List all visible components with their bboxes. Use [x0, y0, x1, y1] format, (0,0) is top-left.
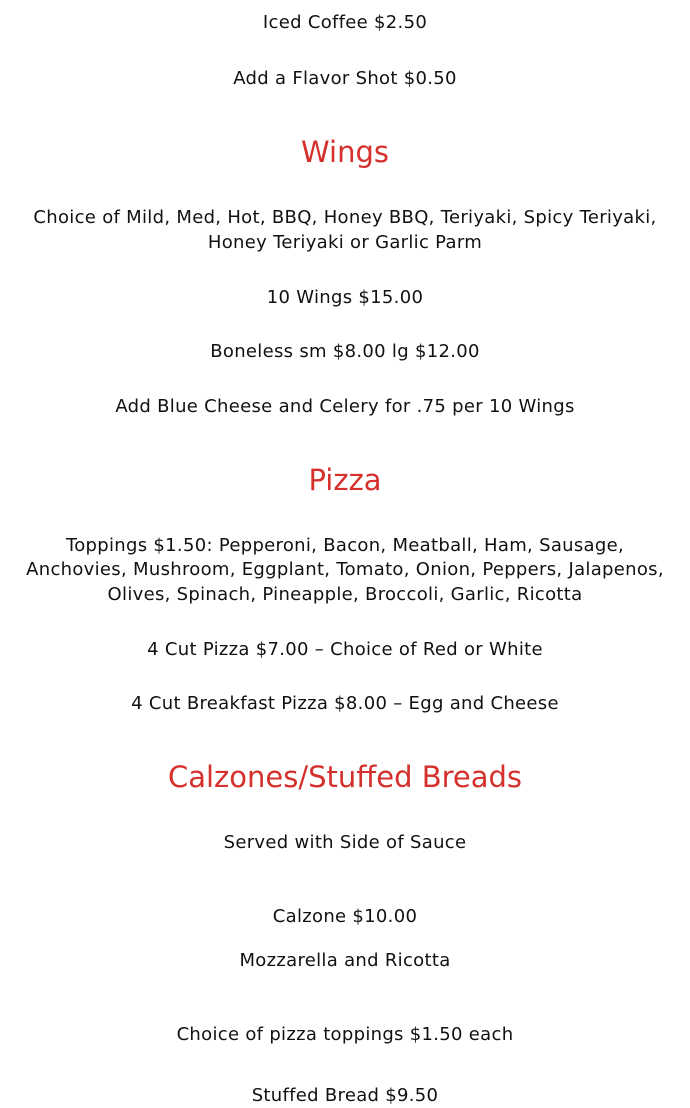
blue-cheese-note: Add Blue Cheese and Celery for .75 per 10 Wings: [115, 396, 575, 417]
calzone-toppings-note: Choice of pizza toppings $1.50 each: [176, 1024, 514, 1045]
pizza-toppings-line-2: Anchovies, Mushroom, Eggplant, Tomato, Onion, Peppers, Jalapenos,: [26, 559, 664, 580]
calzones-heading: Calzones/Stuffed Breads: [167, 760, 523, 794]
iced-coffee-item: Iced Coffee $2.50: [262, 12, 428, 33]
pizza-heading: Pizza: [308, 463, 382, 497]
pizza-toppings-line-1: Toppings $1.50: Pepperoni, Bacon, Meatball, Ham, Sausage,: [65, 535, 624, 556]
wings-choice-line-1: Choice of Mild, Med, Hot, BBQ, Honey BBQ, Teriyaki, Spicy Teriyaki,: [33, 207, 657, 228]
boneless-wings-item: Boneless sm $8.00 lg $12.00: [210, 341, 480, 362]
breakfast-pizza-item: 4 Cut Breakfast Pizza $8.00 – Egg and Cheese: [131, 693, 559, 714]
calzone-item: Calzone $10.00: [272, 906, 418, 927]
served-with-sauce-note: Served with Side of Sauce: [223, 832, 467, 853]
calzone-description: Mozzarella and Ricotta: [239, 950, 451, 971]
wings-heading: Wings: [301, 135, 389, 169]
pizza-toppings-line-3: Olives, Spinach, Pineapple, Broccoli, Garlic, Ricotta: [107, 584, 583, 605]
wings-choice-line-2: Honey Teriyaki or Garlic Parm: [207, 232, 483, 253]
flavor-shot-item: Add a Flavor Shot $0.50: [233, 68, 457, 89]
stuffed-bread-item: Stuffed Bread $9.50: [251, 1085, 439, 1106]
ten-wings-item: 10 Wings $15.00: [266, 287, 424, 308]
four-cut-pizza-item: 4 Cut Pizza $7.00 – Choice of Red or White: [147, 639, 543, 660]
